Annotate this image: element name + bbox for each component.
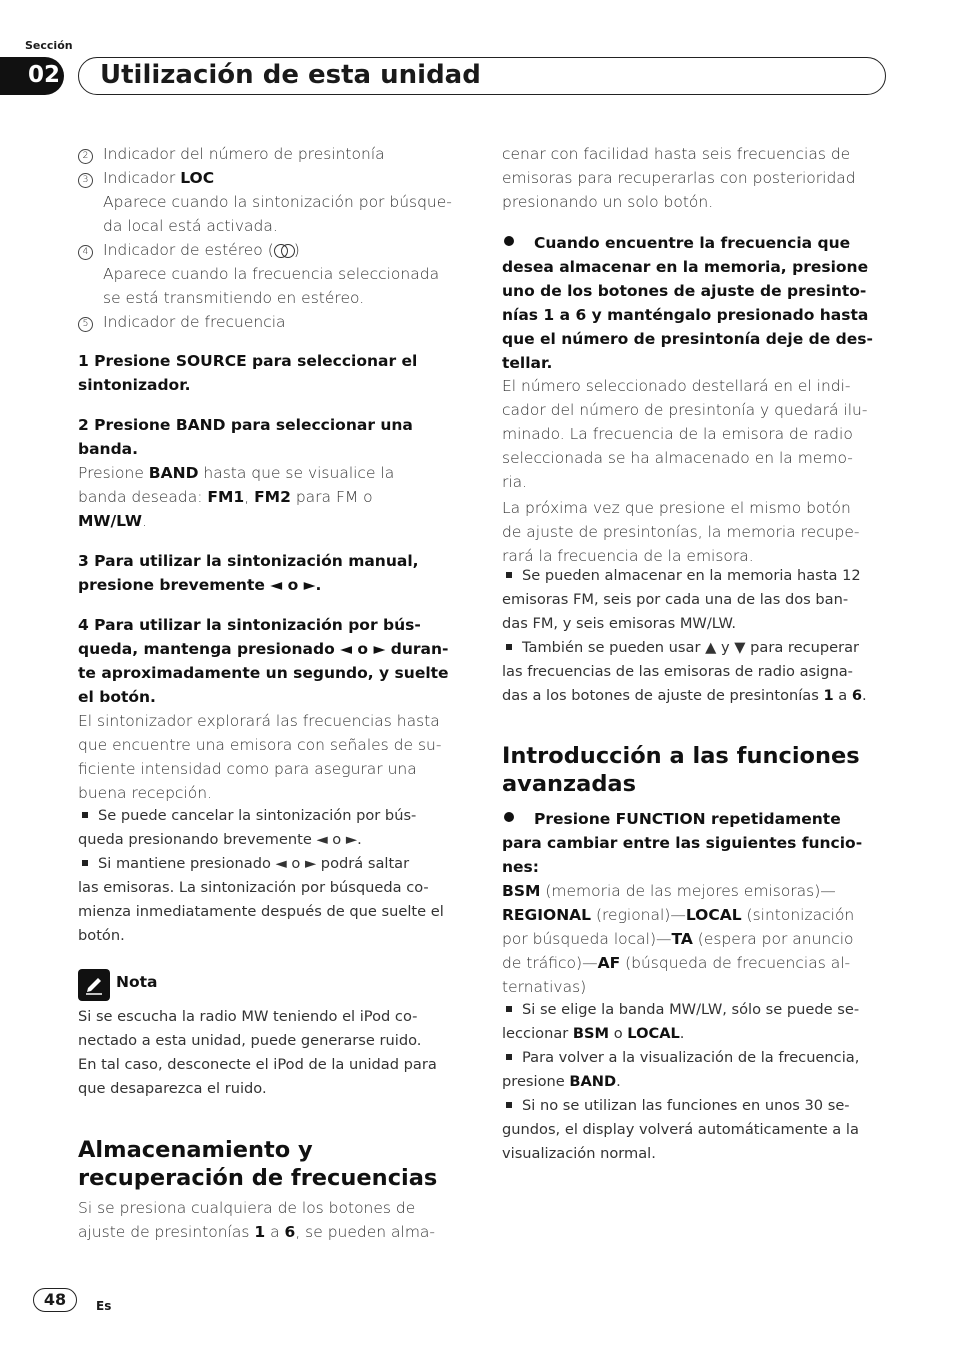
bullet-icon <box>504 236 514 246</box>
store-instruction: Cuando encuentre la frecuencia que desea almacenar en la memoria, presione uno de los botones de ajuste de presinto- nías 1 a 6 y manténgalo presionado hasta que el número de presintonía deje de des- tellar. <box>502 234 873 372</box>
page-number: 48 <box>43 1290 67 1309</box>
indicator-list <box>78 142 468 334</box>
indicator-item: 2 Indicador del número de presintonía <box>78 142 468 166</box>
indicator-item: 3 Indicador LOC <box>78 166 468 190</box>
store-body: El número seleccionado destellará en el indi- cador del número de presintonía y quedará ilu- minado. La frecuencia de la emisora de radio seleccionada se ha almacenado en la memo- ria. La próxima vez que presione el mismo botón de ajuste de presintonías, la memoria recupe- rará la frecuencia de la emisora. <box>502 377 868 565</box>
indicator-item: 4 Indicador de estéreo ( ) <box>78 238 468 262</box>
note-body: Si se escucha la radio MW teniendo el iPod co- nectado a esta unidad, puede generarse ruido. En tal caso, desconecte el iPod de la unidad para que desaparezca el ruido. <box>78 1008 437 1097</box>
indicator-desc: Aparece cuando la frecuencia seleccionada <box>103 265 440 283</box>
note-list: Se puede cancelar la sintonización por bús- queda presionando brevemente ◄ o ►. Si mantiene presionado ◄ o ► podrá saltar las emisoras. La sintonización por búsqueda co- mienza inmediatamente después de que suelte el botón. <box>78 807 444 944</box>
title-bar <box>78 57 886 95</box>
step-2-body: Presione BAND hasta que se visualice la banda deseada: FM1, FM2 para FM o MW/LW. <box>78 464 395 530</box>
bullet-icon <box>506 572 512 578</box>
function-notes: Si se elige la banda MW/LW, sólo se puede se- leccionar BSM o LOCAL. Para volver a la visualización de la frecuencia, presione BAND. Si no se utilizan las funciones en unos 30 se- gundos, el display volverá automáticamente a la visualización normal. <box>502 1001 860 1162</box>
bullet-icon <box>504 812 514 822</box>
function-instruction: Presione FUNCTION repetidamente para cambiar entre las siguientes funcio- nes: <box>502 810 863 876</box>
storage-body: Si se presiona cualquiera de los botones de ajuste de presintonías 1 a 6, se pueden alma- <box>78 1199 436 1241</box>
bullet-icon <box>82 860 88 866</box>
bullet-icon <box>506 1054 512 1060</box>
bullet-icon <box>506 1006 512 1012</box>
indicator-item: 5 Indicador de frecuencia <box>78 310 468 334</box>
section-number: 02 <box>28 62 61 88</box>
step-4: 4 Para utilizar la sintonización por bús- queda, mantenga presionado ◄ o ► duran- te aproximadamente un segundo, y suelte el botón. <box>78 616 449 706</box>
step-2: 2 Presione BAND para seleccionar una banda. <box>78 416 413 458</box>
storage-intro: cenar con facilidad hasta seis frecuencias de emisoras para recuperarlas con posterioridad presionando un solo botón. <box>502 145 856 211</box>
step-4-body: El sintonizador explorará las frecuencias hasta que encuentre una emisora con señales de su- ficiente intensidad como para asegurar una buena recepción. <box>78 712 442 802</box>
section-heading-advanced: Introducción a las funciones avanzadas <box>502 743 860 797</box>
step-1: 1 Presione SOURCE para seleccionar el sintonizador. <box>78 352 418 394</box>
bullet-icon <box>506 1102 512 1108</box>
language-code: Es <box>96 1299 112 1313</box>
step-3: 3 Para utilizar la sintonización manual, presione brevemente ◄ o ►. <box>78 552 419 594</box>
function-list: BSM (memoria de las mejores emisoras)— REGIONAL (regional)—LOCAL (sintonización por búsqueda local)—TA (espera por anuncio de tráfico)—AF (búsqueda de frecuencias al- ternativas) <box>502 882 855 996</box>
indicator-desc: da local está activada. <box>103 217 278 235</box>
note-icon <box>78 969 110 1001</box>
section-label: Sección <box>25 39 73 52</box>
store-notes: Se pueden almacenar en la memoria hasta 12 emisoras FM, seis por cada una de las dos ban- das FM, y seis emisoras MW/LW. También se pueden usar ▲ y ▼ para recuperar las frecuencias de las emisoras de radio asigna- das a los botones de ajuste de presintonías 1 a 6. <box>502 567 867 704</box>
section-number-badge <box>0 57 64 95</box>
indicator-desc: Aparece cuando la sintonización por búsque- <box>103 193 452 211</box>
bullet-icon <box>506 644 512 650</box>
page-title: Utilización de esta unidad <box>100 60 481 90</box>
stereo-icon <box>274 244 294 256</box>
page-number-badge <box>33 1288 77 1312</box>
bullet-icon <box>82 812 88 818</box>
indicator-desc: se está transmitiendo en estéreo. <box>103 289 365 307</box>
section-heading-storage: Almacenamiento y recuperación de frecuencias <box>78 1137 438 1191</box>
note-heading: Nota <box>116 973 158 991</box>
